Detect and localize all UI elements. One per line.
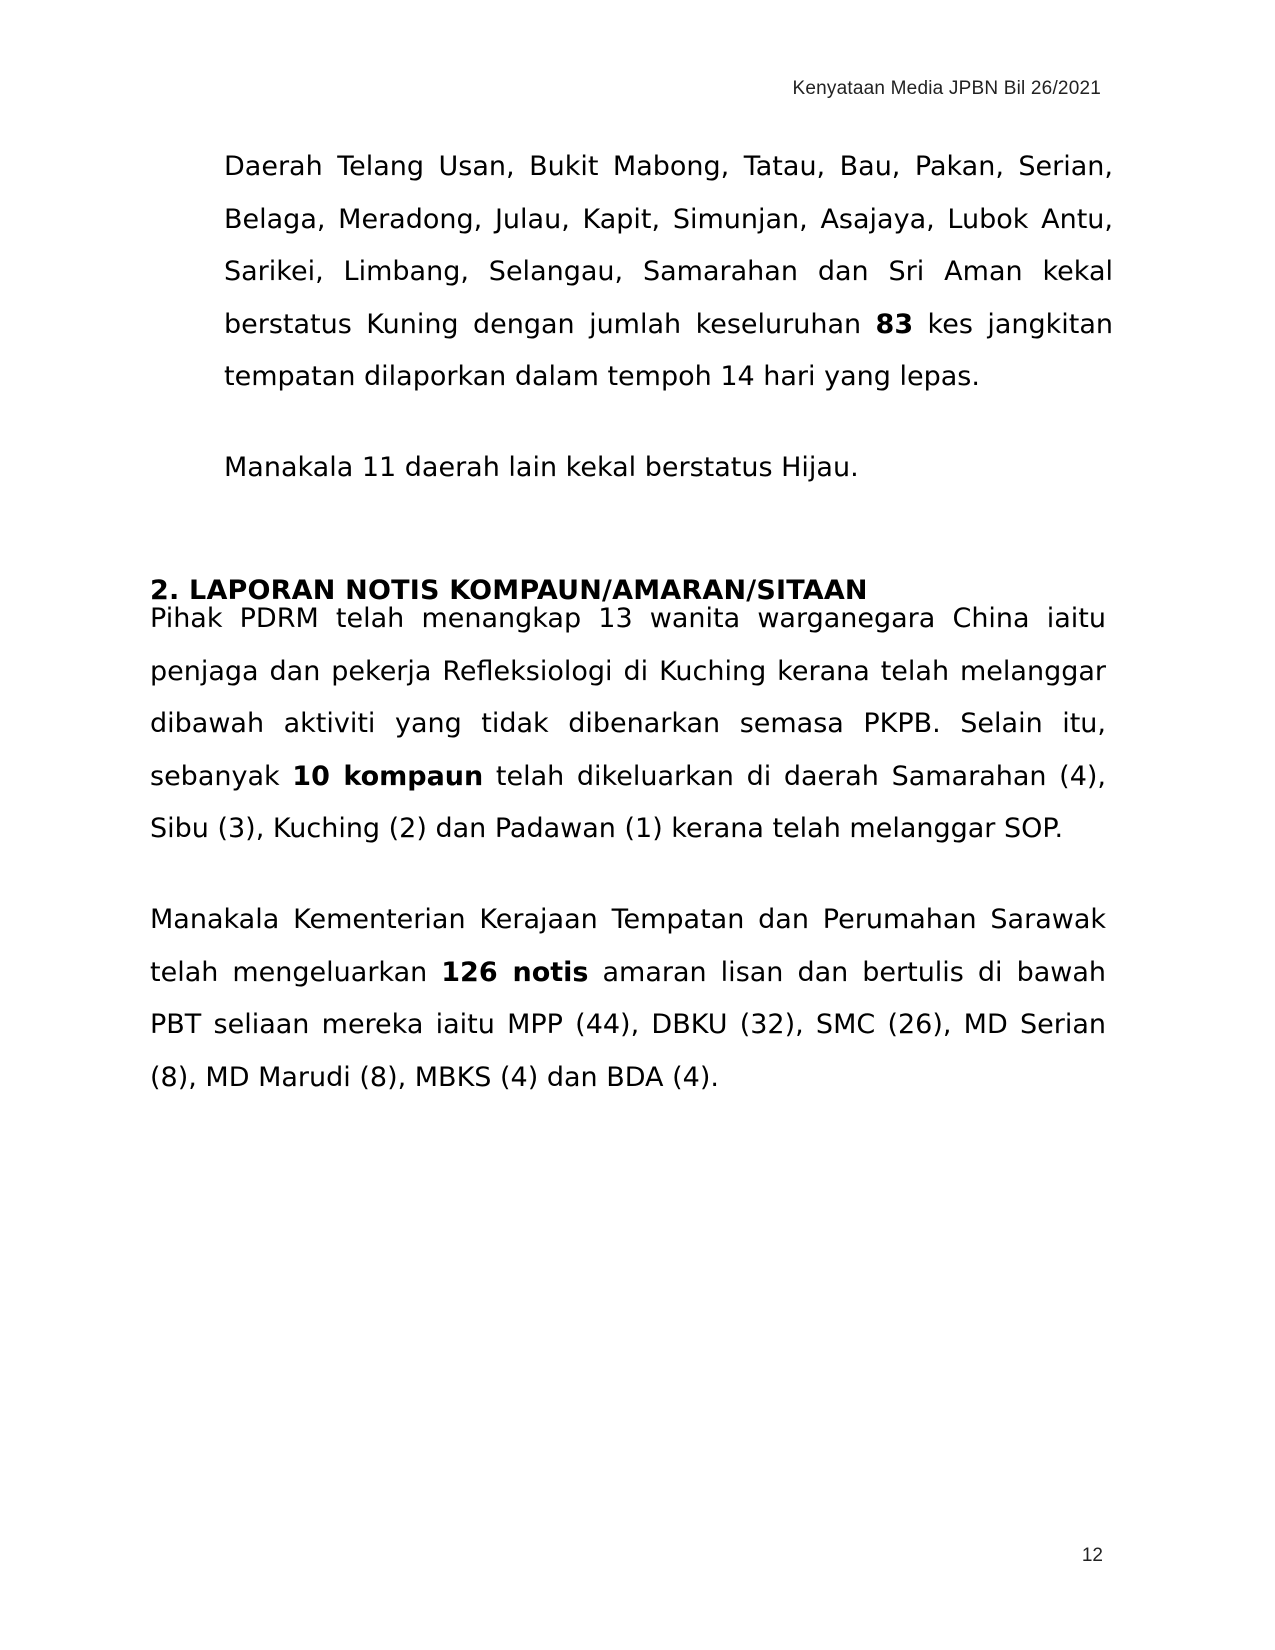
district-status-text-end: kes jangkitan tempatan dilaporkan dalam tempoh 14 hari yang lepas. bbox=[224, 308, 1113, 392]
ministry-text-end: amaran lisan dan bertulis di bawah PBT seliaan mereka iaitu MPP (44), DBKU (32), SMC (26), MD Serian (8), MD Marudi (8), MBKS (4) dan BDA (4). bbox=[150, 956, 1106, 1093]
notice-count: 126 notis bbox=[441, 956, 589, 988]
section-heading-compound-notice: 2. LAPORAN NOTIS KOMPAUN/AMARAN/SITAAN bbox=[150, 575, 868, 606]
compound-count: 10 kompaun bbox=[292, 760, 484, 792]
page-number: 12 bbox=[1081, 1545, 1103, 1566]
green-status-paragraph: Manakala 11 daerah lain kekal berstatus Hijau. bbox=[224, 452, 859, 483]
district-status-text-start: Daerah Telang Usan, Bukit Mabong, Tatau, Bau, Pakan, Serian, Belaga, Meradong, Julau, Kapit, Simunjan, Asajaya, Lubok Antu, Sarikei, Limbang, Selangau, Samarahan dan Sri Aman kekal berstatus Kuning dengan jumlah keseluruhan bbox=[224, 151, 1113, 340]
pdrm-text-start: Pihak PDRM telah menangkap 13 wanita warganegara China iaitu penjaga dan pekerja Refleksiologi di Kuching kerana telah melanggar dibawah aktiviti yang tidak dibenarkan semasa PKPB. Selain itu, sebanyak bbox=[150, 603, 1106, 792]
local-cases-count: 83 bbox=[875, 308, 914, 340]
pdrm-text-end: telah dikeluarkan di daerah Samarahan (4), Sibu (3), Kuching (2) dan Padawan (1) kerana telah melanggar SOP. bbox=[150, 760, 1106, 844]
ministry-notices-paragraph bbox=[150, 894, 1106, 1104]
ministry-text-start: Manakala Kementerian Kerajaan Tempatan dan Perumahan Sarawak telah mengeluarkan bbox=[150, 904, 1106, 988]
document-reference-header: Kenyataan Media JPBN Bil 26/2021 bbox=[792, 78, 1101, 99]
district-status-paragraph bbox=[224, 141, 1113, 404]
pdrm-arrest-paragraph bbox=[150, 593, 1106, 856]
